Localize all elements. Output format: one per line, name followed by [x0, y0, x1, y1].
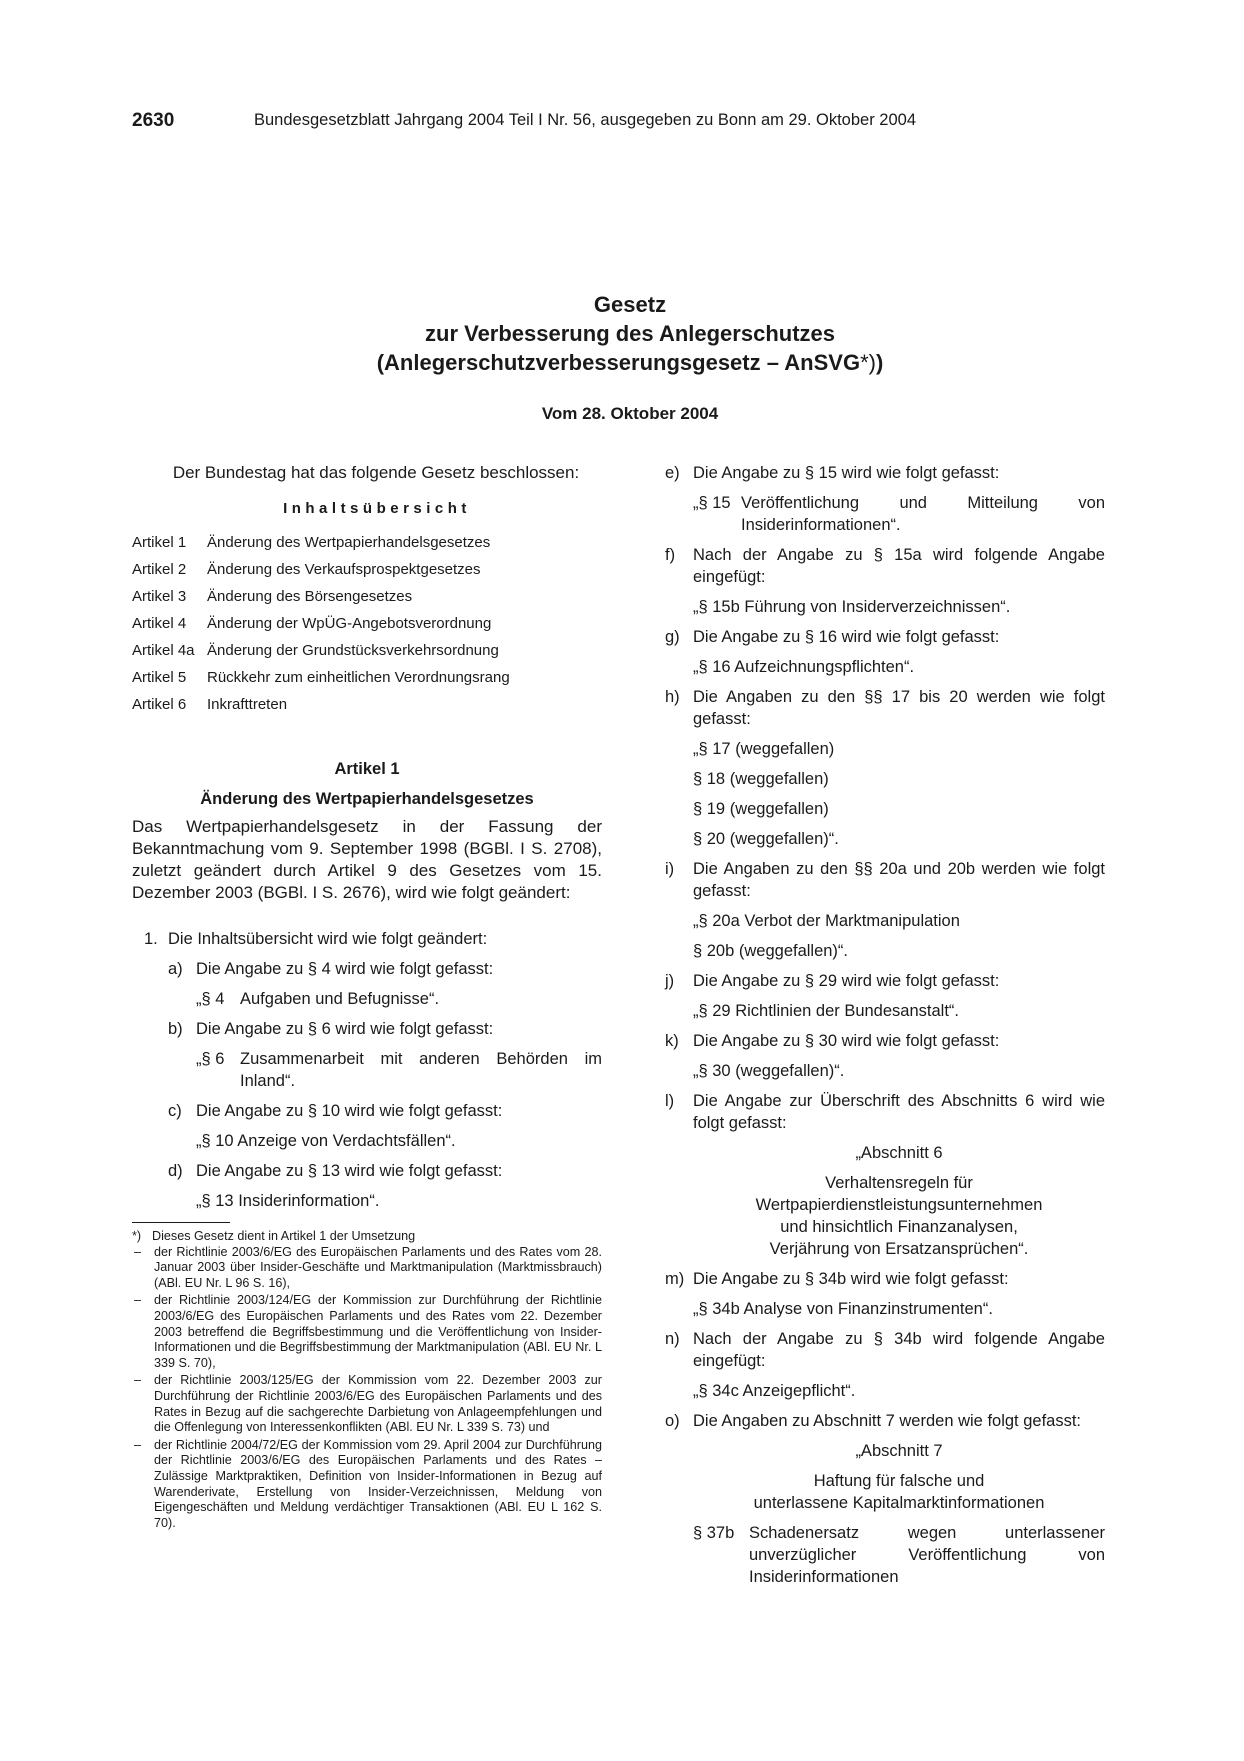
- quote: „§ 34b Analyse von Finanzinstrumenten“.: [693, 1300, 993, 1318]
- footnote-text: der Richtlinie 2004/72/EG der Kommission vom 29. April 2004 zur Durchführung der Richtlinie 2003/6/EG des Europäischen Parlaments und des Rates – Zulässige Marktpraktiken, Definition von Insider-Informationen in Bezug auf Warenderivate, Erstellung von Insider-Verzeichnissen, Meldung von Eigengeschäften und Meldung verdächtiger Transaktionen (ABl. EU L 162 S. 70).: [154, 1437, 602, 1530]
- footnote-dash: –: [134, 1293, 142, 1308]
- table-of-contents: [132, 534, 602, 714]
- item-label: e): [665, 464, 680, 482]
- footnote-dash: –: [134, 1373, 142, 1388]
- footnote-dash: –: [134, 1244, 142, 1259]
- quote: „§ 16 Aufzeichnungspflichten“.: [693, 658, 915, 676]
- item-label: c): [168, 1102, 182, 1120]
- footnote-divider: [132, 1222, 230, 1223]
- quote: „§ 29 Richtlinien der Bundesanstalt“.: [693, 1002, 959, 1020]
- item-text: Die Angabe zu § 16 wird wie folgt gefasst:: [693, 628, 1000, 646]
- item-text: Die Angabe zur Überschrift des Abschnitts 6 wird wie folgt gefasst:: [693, 1092, 1105, 1132]
- toc-row[interactable]: [132, 534, 602, 552]
- left-column: [132, 462, 602, 1531]
- item-label: o): [665, 1412, 680, 1430]
- section-title-line: unterlassene Kapitalmarktinformationen: [753, 1494, 1045, 1512]
- toc-row[interactable]: [132, 696, 602, 714]
- article-intro: Das Wertpapierhandelsgesetz in der Fassung der Bekanntmachung vom 9. September 1998 (BGBl. I S. 2708), zuletzt geändert durch Artikel 9 des Gesetzes vom 15. Dezember 2003 (BGBl. I S. 2676), wird wie folgt geändert:: [132, 817, 602, 902]
- toc-article-title: Änderung der Grundstücksverkehrsordnung: [207, 642, 499, 659]
- item-text: Die Angabe zu § 13 wird wie folgt gefasst:: [196, 1162, 503, 1180]
- footnote-item: [132, 1245, 602, 1292]
- quote: [196, 988, 602, 1010]
- footnote-text: der Richtlinie 2003/124/EG der Kommission zur Durchführung der Richtlinie 2003/6/EG des Europäischen Parlaments und des Rates vom 22. Dezember 2003 betreffend die Begriffsbestimmung und die Veröffentlichung von Insider-Informationen und die Begriffsbestimmung der Marktmanipulation (ABl. EU Nr. L 339 S. 70),: [154, 1293, 602, 1370]
- toc-row[interactable]: [132, 642, 602, 660]
- section-heading: „Abschnitt 7: [855, 1442, 943, 1460]
- list-item: [144, 928, 602, 950]
- section-title-line: und hinsichtlich Finanzanalysen,: [780, 1218, 1018, 1236]
- quote-text: Zusammenarbeit mit anderen Behörden im Inland“.: [240, 1050, 602, 1090]
- toc-article-title: Inkrafttreten: [207, 696, 288, 713]
- item-label: n): [665, 1330, 680, 1348]
- section-title-line: Verhaltensregeln für: [825, 1174, 973, 1192]
- footnote-reference[interactable]: *): [860, 350, 876, 375]
- list-item-f: [665, 544, 1105, 618]
- quote: „§ 10 Anzeige von Verdachtsfällen“.: [196, 1132, 456, 1150]
- item-label: f): [665, 546, 676, 564]
- footnote-intro: [132, 1229, 602, 1245]
- list-item-j: [665, 970, 1105, 1022]
- quote: „§ 15b Führung von Insiderverzeichnissen“.: [693, 598, 1011, 616]
- toc-row[interactable]: [132, 615, 602, 633]
- quote-line: § 20 (weggefallen)“.: [693, 830, 839, 848]
- toc-article-number: Artikel 4: [132, 615, 187, 632]
- toc-heading: Inhaltsübersicht: [283, 500, 471, 517]
- title-line-3-close: ): [875, 350, 884, 375]
- footnote-mark: *): [132, 1229, 142, 1243]
- quote: [693, 1522, 1105, 1588]
- item-text: Die Angaben zu Abschnitt 7 werden wie folgt gefasst:: [693, 1412, 1081, 1430]
- running-head: Bundesgesetzblatt Jahrgang 2004 Teil I Nr. 56, ausgegeben zu Bonn am 29. Oktober 2004: [254, 111, 916, 129]
- item-label: l): [665, 1092, 675, 1110]
- quote-line: § 19 (weggefallen): [693, 800, 829, 818]
- quote-label: „§ 6: [196, 1050, 225, 1068]
- toc-article-number: Artikel 6: [132, 696, 187, 713]
- toc-article-number: Artikel 1: [132, 534, 187, 551]
- item-text: Die Angabe zu § 34b wird wie folgt gefasst:: [693, 1270, 1009, 1288]
- toc-article-number: Artikel 3: [132, 588, 187, 605]
- right-column: [665, 462, 1105, 1596]
- title-line-1: Gesetz: [593, 292, 667, 317]
- toc-article-title: Rückkehr zum einheitlichen Verordnungsrang: [207, 669, 510, 686]
- item-label: g): [665, 628, 680, 646]
- quote-line: „§ 17 (weggefallen): [693, 740, 835, 758]
- preamble: Der Bundestag hat das folgende Gesetz beschlossen:: [172, 463, 580, 482]
- title-line-3-text: (Anlegerschutzverbesserungsgesetz – AnSVG: [376, 350, 861, 375]
- toc-article-number: Artikel 5: [132, 669, 187, 686]
- toc-article-title: Änderung des Verkaufsprospektgesetzes: [207, 561, 481, 578]
- item-label: h): [665, 688, 680, 706]
- item-text: Die Angabe zu § 15 wird wie folgt gefasst:: [693, 464, 1000, 482]
- toc-row[interactable]: [132, 561, 602, 579]
- quote: [693, 492, 1105, 536]
- quote-label: „§ 15: [693, 494, 731, 512]
- quote-line: „§ 20a Verbot der Marktmanipulation: [693, 912, 960, 930]
- list-item-h: [665, 686, 1105, 850]
- section-heading: „Abschnitt 6: [855, 1144, 943, 1162]
- page-header: [132, 110, 1012, 136]
- item-label: k): [665, 1032, 679, 1050]
- section-title-line: Wertpapierdienstleistungsunternehmen: [755, 1196, 1043, 1214]
- list-item-g: [665, 626, 1105, 678]
- toc-row[interactable]: [132, 588, 602, 606]
- list-item-e: [665, 462, 1105, 536]
- footnote-item: [132, 1373, 602, 1435]
- quote-label: § 37b: [693, 1524, 735, 1542]
- footnote-intro-text: Dieses Gesetz dient in Artikel 1 der Umsetzung: [152, 1229, 416, 1243]
- item-label: d): [168, 1162, 183, 1180]
- toc-article-title: Änderung des Wertpapierhandelsgesetzes: [207, 534, 491, 551]
- list-item-n: [665, 1328, 1105, 1402]
- toc-row[interactable]: [132, 669, 602, 687]
- list-item-k: [665, 1030, 1105, 1082]
- list-item: [168, 1160, 602, 1212]
- page-number: 2630: [132, 110, 175, 131]
- quote-text: Aufgaben und Befugnisse“.: [240, 990, 440, 1008]
- law-title: [130, 290, 1130, 377]
- quote: [196, 1048, 602, 1092]
- item-text: Die Inhaltsübersicht wird wie folgt geändert:: [168, 930, 488, 948]
- footnote-dash: –: [134, 1437, 142, 1452]
- quote: „§ 34c Anzeigepflicht“.: [693, 1382, 856, 1400]
- item-label: m): [665, 1270, 685, 1288]
- article-heading: Artikel 1: [334, 760, 400, 778]
- list-item-m: [665, 1268, 1105, 1320]
- item-text: Die Angaben zu den §§ 20a und 20b werden wie folgt gefasst:: [693, 860, 1105, 900]
- sub-items: [168, 958, 602, 1212]
- section-title-line: Verjährung von Ersatzansprüchen“.: [769, 1240, 1029, 1258]
- list-item: [168, 1018, 602, 1092]
- item-text: Die Angabe zu § 29 wird wie folgt gefasst:: [693, 972, 1000, 990]
- quote-label: „§ 4: [196, 990, 225, 1008]
- item-text: Die Angabe zu § 30 wird wie folgt gefasst:: [693, 1032, 1000, 1050]
- item-text: Die Angabe zu § 10 wird wie folgt gefasst:: [196, 1102, 503, 1120]
- article-subheading: Änderung des Wertpapierhandelsgesetzes: [200, 790, 534, 808]
- item-label: 1.: [144, 930, 158, 948]
- list-item-i: [665, 858, 1105, 962]
- quote-text: Veröffentlichung und Mitteilung von Insiderinformationen“.: [741, 494, 1105, 534]
- section-title-line: Haftung für falsche und: [813, 1472, 985, 1490]
- toc-article-title: Änderung der WpÜG-Angebotsverordnung: [207, 615, 492, 632]
- title-line-2: zur Verbesserung des Anlegerschutzes: [425, 321, 835, 346]
- item-text: Die Angabe zu § 6 wird wie folgt gefasst:: [196, 1020, 494, 1038]
- item-label: j): [665, 972, 675, 990]
- quote: „§ 13 Insiderinformation“.: [196, 1192, 380, 1210]
- quote-line: § 20b (weggefallen)“.: [693, 942, 849, 960]
- item-text: Die Angaben zu den §§ 17 bis 20 werden wie folgt gefasst:: [693, 688, 1105, 728]
- list-item-l: [665, 1090, 1105, 1260]
- quote: „§ 30 (weggefallen)“.: [693, 1062, 845, 1080]
- footnote-item: [132, 1438, 602, 1532]
- item-label: i): [665, 860, 675, 878]
- list-item: [168, 958, 602, 1010]
- toc-article-title: Änderung des Börsengesetzes: [207, 588, 413, 605]
- footnote-text: der Richtlinie 2003/6/EG des Europäischen Parlaments und des Rates vom 28. Januar 2003 über Insider-Geschäfte und Marktmanipulation (Marktmissbrauch) (ABl. EU Nr. L 96 S. 16),: [154, 1244, 602, 1290]
- item-label: a): [168, 960, 183, 978]
- law-date: Vom 28. Oktober 2004: [541, 404, 719, 423]
- list-item: [168, 1100, 602, 1152]
- toc-article-number: Artikel 4a: [132, 642, 195, 659]
- footnote-text: der Richtlinie 2003/125/EG der Kommission vom 22. Dezember 2003 zur Durchführung der Richtlinie 2003/6/EG des Europäischen Parlaments und des Rates in Bezug auf die sachgerechte Darbietung von Anlageempfehlungen und die Offenlegung von Interessenkonflikten (ABl. EU Nr. L 339 S. 73) und: [154, 1373, 602, 1435]
- footnotes: [132, 1229, 602, 1531]
- item-text: Nach der Angabe zu § 34b wird folgende Angabe eingefügt:: [693, 1330, 1105, 1370]
- item-label: b): [168, 1020, 183, 1038]
- quote-text: Schadenersatz wegen unterlassener unverzüglicher Veröffentlichung von Insiderinformationen: [749, 1524, 1105, 1586]
- list-item-o: [665, 1410, 1105, 1588]
- toc-article-number: Artikel 2: [132, 561, 187, 578]
- item-text: Nach der Angabe zu § 15a wird folgende Angabe eingefügt:: [693, 546, 1105, 586]
- item-text: Die Angabe zu § 4 wird wie folgt gefasst:: [196, 960, 494, 978]
- footnote-item: [132, 1293, 602, 1371]
- title-line-3: [130, 348, 1130, 377]
- quote-line: § 18 (weggefallen): [693, 770, 829, 788]
